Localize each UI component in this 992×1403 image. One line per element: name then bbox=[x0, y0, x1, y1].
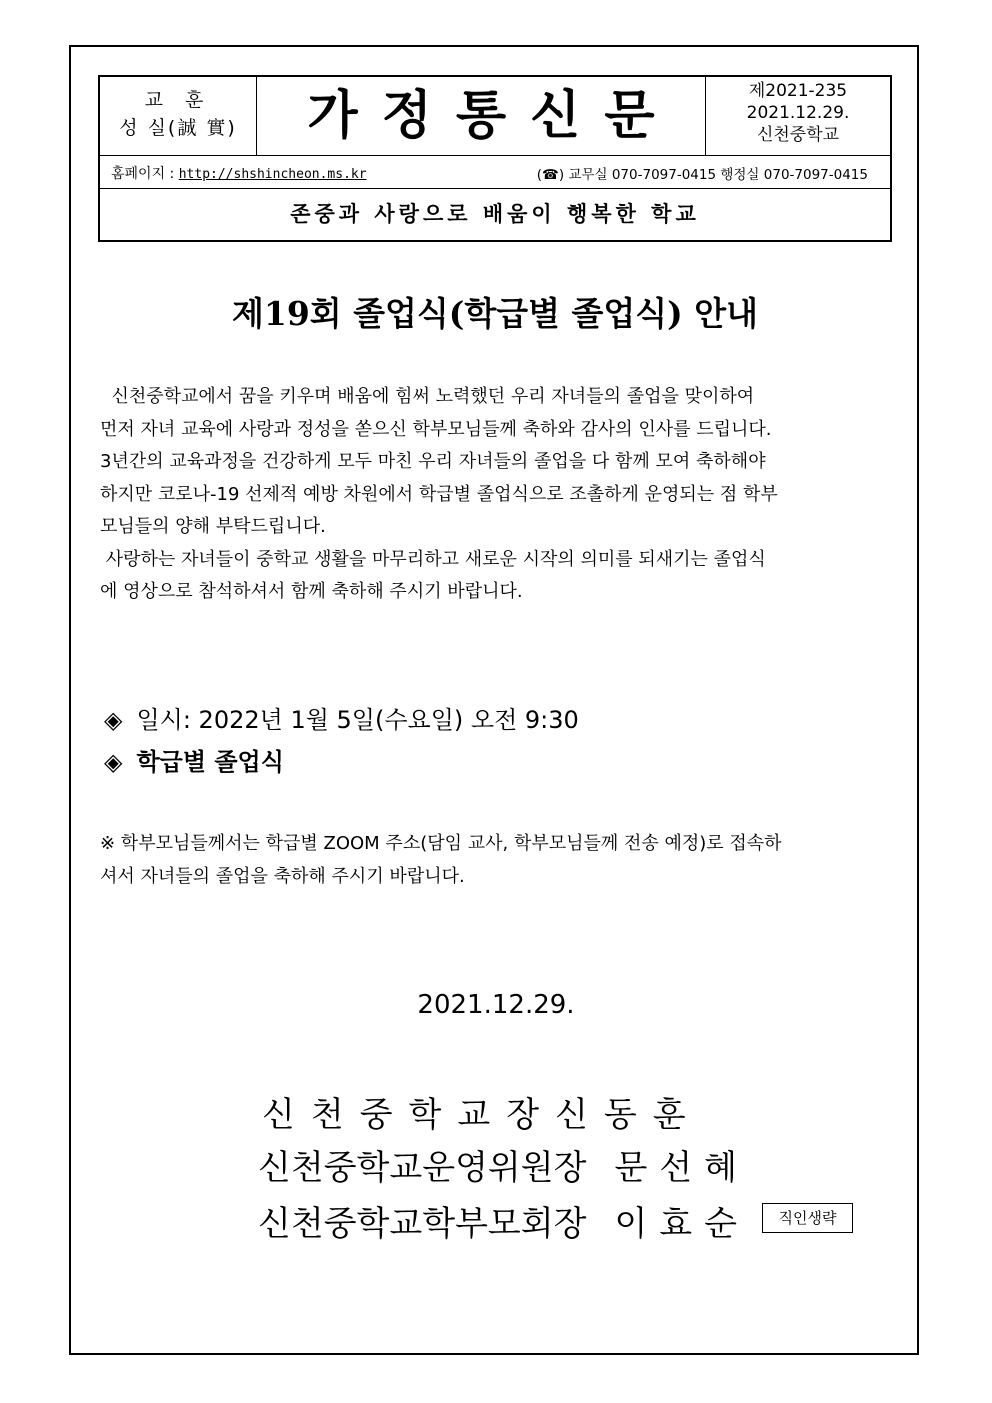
motto-label: 교 훈 bbox=[144, 89, 212, 111]
committee-chair-title: 신천중학교운영위원장 bbox=[258, 1148, 587, 1188]
principal-title: 신천중학교장 bbox=[262, 1095, 556, 1135]
contact-row bbox=[100, 156, 890, 189]
school-name: 신천중학교 bbox=[756, 125, 840, 145]
bullet-class-ceremony bbox=[104, 742, 284, 777]
main-paragraph bbox=[100, 381, 890, 609]
bullet-datetime bbox=[104, 700, 579, 735]
issue-number: 제2021-235 bbox=[748, 81, 848, 101]
paragraph-line: 모님들의 양해 부탁드립니다. bbox=[100, 516, 326, 537]
phone-contact: (☎) 교무실 070-7097-0415 행정실 070-7097-0415 bbox=[536, 167, 868, 183]
document-date: 2021.12.29. bbox=[417, 990, 575, 1020]
homepage-label: 홈페이지 : bbox=[111, 166, 179, 182]
diamond-bullet-icon: ◈ bbox=[104, 748, 123, 776]
signature-committee-chair bbox=[258, 1140, 749, 1189]
issue-date: 2021.12.29. bbox=[746, 103, 850, 123]
signature-parent-president bbox=[258, 1196, 749, 1245]
school-motto bbox=[100, 77, 257, 155]
document-title: 제19회 졸업식(학급별 졸업식) 안내 bbox=[231, 294, 759, 333]
principal-name: 신동훈 bbox=[555, 1095, 702, 1135]
parent-president-name: 이효순 bbox=[614, 1204, 749, 1244]
paragraph-line: 신천중학교에서 꿈을 키우며 배움에 힘써 노력했던 우리 자녀들의 졸업을 맞이하여 bbox=[100, 386, 755, 407]
paragraph-line: 하지만 코로나-19 선제적 예방 차원에서 학급별 졸업식으로 조촐하게 운영되는 점 학부 bbox=[100, 483, 778, 505]
note-line: 셔서 자녀들의 졸업을 축하해 주시기 바랍니다. bbox=[100, 865, 465, 887]
paragraph-line: 먼저 자녀 교육에 사랑과 정성을 쏟으신 학부모님들께 축하와 감사의 인사를 드립니다. bbox=[100, 418, 772, 440]
newsletter-title-cell bbox=[257, 77, 706, 155]
paragraph-line: 사랑하는 자녀들이 중학교 생활을 마무리하고 새로운 시작의 의미를 되새기는 졸업식 bbox=[100, 548, 766, 570]
motto-text: 성 실(誠 實) bbox=[119, 117, 237, 139]
seal-omitted-box: 직인생략 bbox=[762, 1203, 853, 1233]
newsletter-title: 가정통신문 bbox=[307, 86, 679, 146]
newsletter-header bbox=[98, 75, 892, 242]
datetime-text: 일시: 2022년 1월 5일(수요일) 오전 9:30 bbox=[136, 706, 579, 734]
issue-info bbox=[706, 77, 890, 155]
committee-chair-name: 문선혜 bbox=[614, 1148, 749, 1188]
paragraph-line: 3년간의 교육과정을 건강하게 모두 마친 우리 자녀들의 졸업을 다 함께 모여 축하해야 bbox=[100, 451, 766, 472]
school-slogan: 존중과 사랑으로 배움이 행복한 학교 bbox=[290, 202, 700, 226]
parent-president-title: 신천중학교학부모회장 bbox=[258, 1204, 587, 1244]
class-ceremony-text: 학급별 졸업식 bbox=[136, 748, 284, 776]
note-line: ※ 학부모님들께서는 학급별 ZOOM 주소(담임 교사, 학부모님들께 전송 예정)로 접속하 bbox=[100, 833, 782, 854]
homepage-link[interactable]: http://shshincheon.ms.kr bbox=[178, 167, 367, 182]
homepage bbox=[111, 163, 367, 183]
header-top-row bbox=[100, 77, 890, 156]
zoom-note bbox=[100, 828, 890, 893]
signature-principal bbox=[262, 1087, 702, 1136]
diamond-bullet-icon: ◈ bbox=[104, 706, 123, 734]
paragraph-line: 에 영상으로 참석하셔서 함께 축하해 주시기 바랍니다. bbox=[100, 581, 523, 602]
